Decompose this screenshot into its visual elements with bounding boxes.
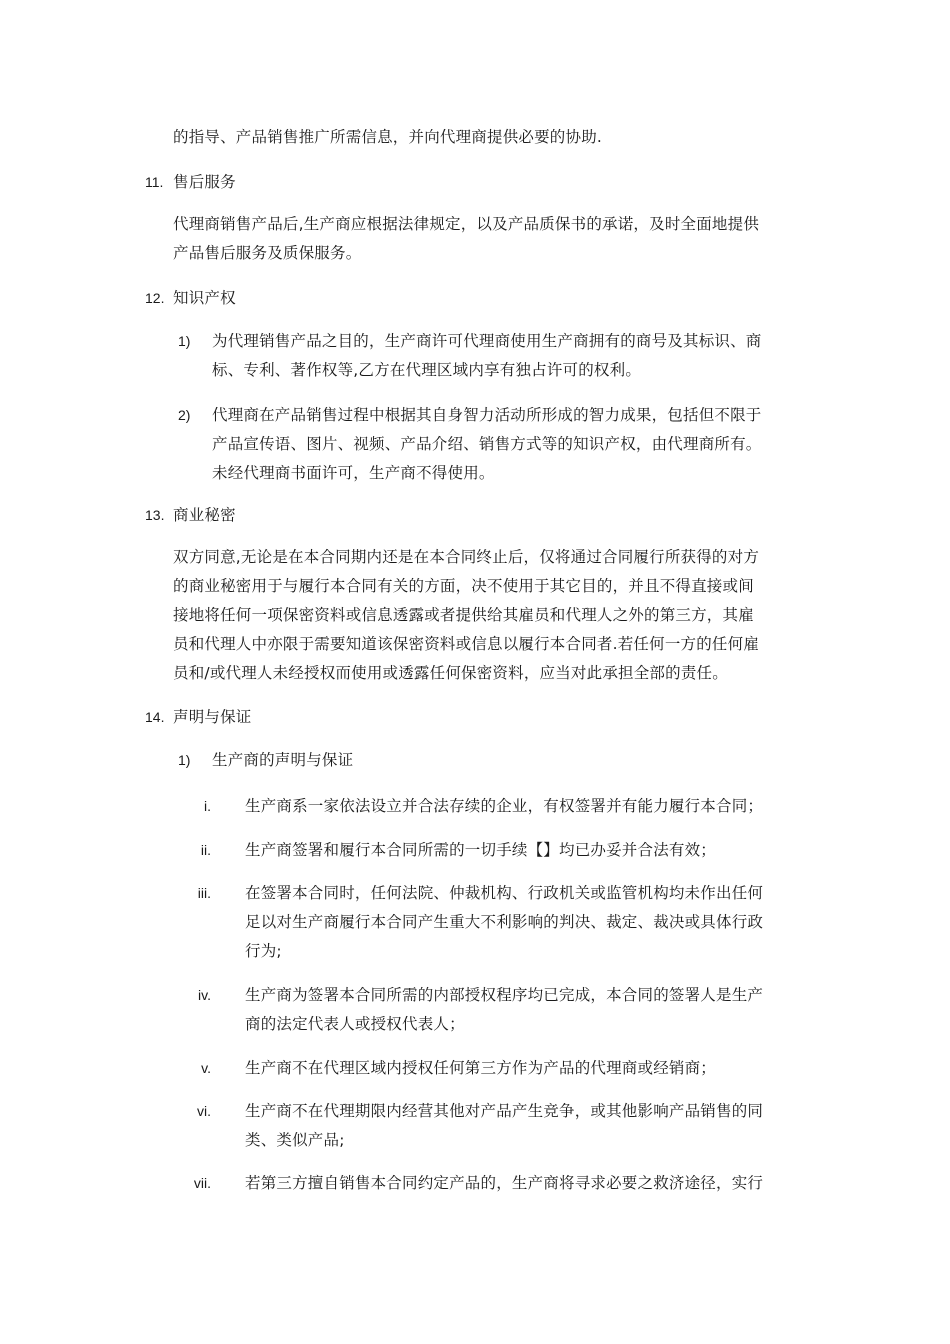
roman-number: i. — [204, 798, 211, 814]
roman-item-line: 商的法定代表人或授权代表人； — [245, 1015, 465, 1033]
roman-item-line: 生产商为签署本合同所需的内部授权程序均已完成，本合同的签署人是生产 — [245, 986, 764, 1004]
roman-number: vii. — [193, 1175, 211, 1191]
section-number: 11. — [145, 174, 164, 190]
list-number: 2) — [178, 407, 191, 423]
paragraph-line: 双方同意,无论是在本合同期内还是在本合同终止后，仅将通过合同履行所获得的对方 — [173, 548, 760, 566]
list-item-line: 生产商的声明与保证 — [212, 751, 354, 769]
roman-number: v. — [201, 1060, 211, 1076]
roman-number: iii. — [197, 885, 211, 901]
roman-number: iv. — [198, 987, 211, 1003]
paragraph-line: 接地将任何一项保密资料或信息透露或者提供给其雇员和代理人之外的第三方，其雇 — [173, 606, 754, 624]
roman-number: ii. — [200, 842, 211, 858]
section-title: 声明与保证 — [173, 708, 252, 726]
roman-item-line: 生产商不在代理区域内授权任何第三方作为产品的代理商或经销商； — [245, 1059, 717, 1077]
roman-item-line: 生产商签署和履行本合同所需的一切手续【】均已办妥并合法有效； — [245, 841, 717, 859]
section-title: 知识产权 — [173, 289, 236, 307]
section-title: 商业秘密 — [173, 506, 236, 524]
paragraph-line: 的指导、产品销售推广所需信息，并向代理商提供必要的协助. — [173, 128, 603, 146]
list-item-line: 为代理销售产品之目的，生产商许可代理商使用生产商拥有的商号及其标识、商 — [212, 332, 762, 350]
paragraph-line: 员和/或代理人未经授权而使用或透露任何保密资料，应当对此承担全部的责任。 — [173, 664, 728, 682]
roman-item-line: 类、类似产品; — [245, 1131, 345, 1149]
list-number: 1) — [178, 333, 191, 349]
roman-number: vi. — [197, 1103, 211, 1119]
roman-item-line: 在签署本合同时，任何法院、仲裁机构、行政机关或监管机构均未作出任何 — [245, 884, 764, 902]
paragraph-line: 代理商销售产品后,生产商应根据法律规定，以及产品质保书的承诺，及时全面地提供 — [173, 215, 760, 233]
paragraph-line: 的商业秘密用于与履行本合同有关的方面，决不使用于其它目的，并且不得直接或间 — [173, 577, 754, 595]
roman-item-line: 行为; — [245, 942, 282, 960]
section-number: 13. — [145, 507, 165, 523]
section-title: 售后服务 — [173, 173, 236, 191]
list-number: 1) — [178, 752, 191, 768]
roman-item-line: 若第三方擅自销售本合同约定产品的，生产商将寻求必要之救济途径，实行 — [245, 1174, 764, 1192]
roman-item-line: 足以对生产商履行本合同产生重大不利影响的判决、裁定、裁决或具体行政 — [245, 913, 764, 931]
list-item-line: 代理商在产品销售过程中根据其自身智力活动所形成的智力成果，包括但不限于 — [212, 406, 762, 424]
list-item-line: 产品宣传语、图片、视频、产品介绍、销售方式等的知识产权，由代理商所有。 — [212, 435, 762, 453]
roman-item-line: 生产商不在代理期限内经营其他对产品产生竞争，或其他影响产品销售的同 — [245, 1102, 764, 1120]
list-item-line: 未经代理商书面许可，生产商不得使用。 — [212, 464, 495, 482]
section-number: 12. — [145, 290, 165, 306]
list-item-line: 标、专利、著作权等,乙方在代理区域内享有独占许可的权利。 — [212, 361, 642, 379]
paragraph-line: 员和代理人中亦限于需要知道该保密资料或信息以履行本合同者.若任何一方的任何雇 — [173, 635, 760, 653]
paragraph-line: 产品售后服务及质保服务。 — [173, 244, 362, 262]
section-number: 14. — [145, 709, 165, 725]
roman-item-line: 生产商系一家依法设立并合法存续的企业，有权签署并有能力履行本合同； — [245, 797, 764, 815]
